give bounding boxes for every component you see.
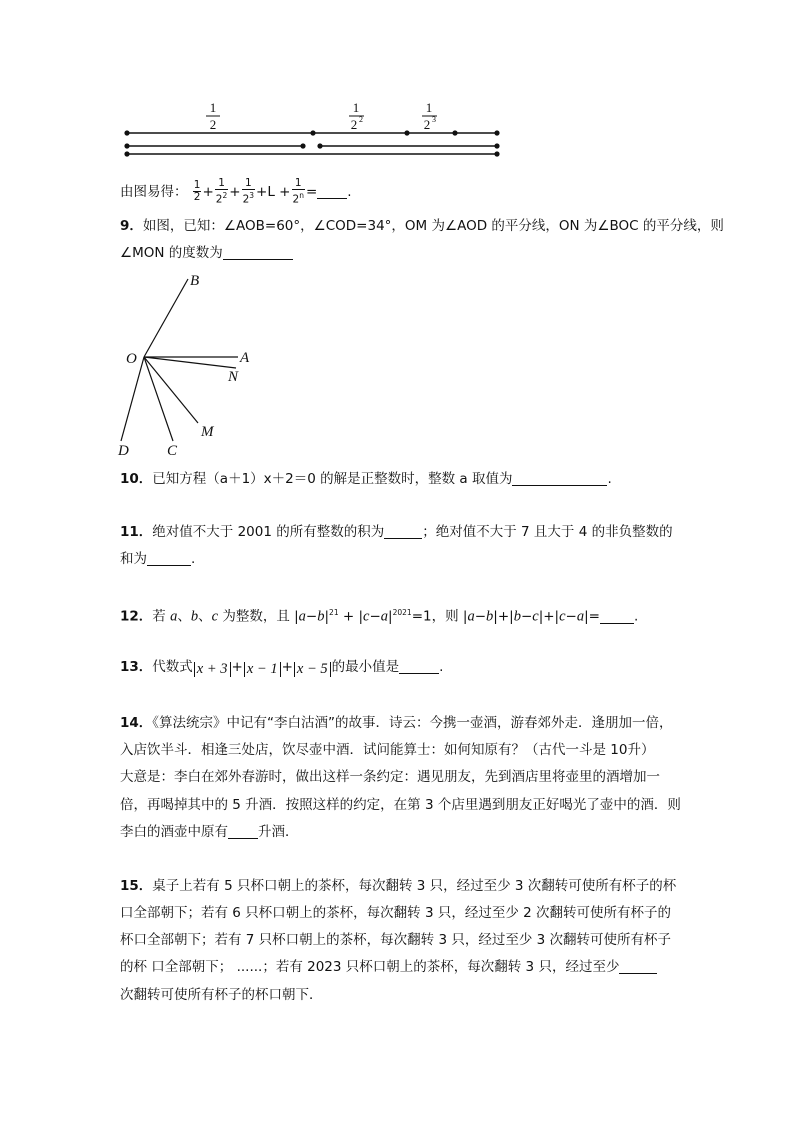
q14-line4: 倍，再喝掉其中的 5 升酒．按照这样的约定，在第 3 个店里遇到朋友正好喝光了壶中的酒．则 xyxy=(120,797,681,813)
point xyxy=(404,130,409,135)
label-D: D xyxy=(118,443,129,459)
q9-text: 如图，已知：∠AOB=60°，∠COD=34°，OM 为∠AOD 的平分线，ON 为∠BOC 的平分线，则 xyxy=(142,218,724,234)
ray-OD xyxy=(121,357,144,441)
label-M: M xyxy=(201,424,214,440)
label-half-num: 1 xyxy=(209,100,217,115)
label-eighth-exp: 3 xyxy=(432,115,436,124)
q13-line: 13．代数式 x + 3 + x − 1 + x − 5 的最小值是 . xyxy=(120,659,444,677)
point xyxy=(494,130,499,135)
ray-ON xyxy=(144,357,236,368)
point xyxy=(300,143,305,148)
point xyxy=(124,151,129,156)
label-B: B xyxy=(190,273,200,289)
answer-blank[interactable] xyxy=(228,824,258,839)
point xyxy=(124,130,129,135)
point xyxy=(317,143,322,148)
q14-line5: 李白的酒壶中原有 升酒． xyxy=(120,824,299,840)
q11-line2: 和为 . xyxy=(120,551,196,567)
q10-text: 已知方程（a＋1）x＋2＝0 的解是正整数时，整数 a 取值为 xyxy=(152,471,513,487)
ray-OB xyxy=(144,279,188,357)
label-quarter-den: 2 xyxy=(350,117,358,132)
q14-line1: 14．《算法统宗》中记有“李白沽酒”的故事．诗云：今携一壶酒，游春郊外走．逢朋加一倍， xyxy=(120,715,673,731)
answer-blank[interactable] xyxy=(384,524,422,539)
answer-blank[interactable] xyxy=(512,471,607,486)
q9-text: ∠MON 的度数为 xyxy=(120,245,223,261)
label-half-den: 2 xyxy=(209,117,217,132)
label-eighth-num: 1 xyxy=(425,100,433,115)
q15-line2: 口全部朝下；若有 6 只杯口朝上的茶杯，每次翻转 3 只，经过至少 2 次翻转可使所有杯子的 xyxy=(120,905,672,921)
q11-line1 xyxy=(120,522,720,542)
angle-figure xyxy=(0,265,794,465)
answer-blank[interactable] xyxy=(147,551,191,566)
q9-line2 xyxy=(120,243,720,263)
fraction: $\frac{1}{2^3}$ xyxy=(242,177,255,206)
q8-line: 由图易得： $\frac{1}{2}$ + $\frac{1}{2^2}$ + $\frac{1}{2^3}$ +L + $\frac{1}{2^n}$ = . xyxy=(120,177,352,206)
question-number: 11． xyxy=(120,524,153,540)
ellipsis: L xyxy=(267,183,275,200)
q8-prefix: 由图易得： xyxy=(120,183,188,200)
label-N: N xyxy=(228,369,239,385)
fraction: $\frac{1}{2^2}$ xyxy=(215,177,228,206)
q15-line4: 的杯 口全部朝下； ......；若有 2023 只杯口朝上的茶杯，每次翻转 3 只，经过至少 xyxy=(120,957,720,977)
q14-line3: 大意是：李白在郊外春游时，做出这样一条约定：遇见朋友，先到酒店里将壶里的酒增加一 xyxy=(120,769,660,785)
q11-text: ；绝对值不大于 7 且大于 4 的非负整数的 xyxy=(422,524,673,540)
point xyxy=(310,130,315,135)
answer-blank[interactable] xyxy=(600,609,634,624)
point xyxy=(452,130,457,135)
ray-OC xyxy=(144,357,173,441)
q11-text: 和为 xyxy=(120,551,147,567)
answer-blank[interactable] xyxy=(619,959,657,974)
fraction: $\frac{1}{2}$ xyxy=(193,179,201,204)
question-number: 10． xyxy=(120,471,153,487)
ray-OM xyxy=(144,357,198,423)
segment-figure xyxy=(0,0,794,170)
question-number: 15． xyxy=(120,878,153,894)
q12-line: 12．若 a、b、c 为整数，且 $|a-b|^{21} + |c-a|^{2021}=1$，则 |a−b|+|b−c|+|c−a|= . xyxy=(120,608,639,625)
label-eighth-den: 2 xyxy=(423,117,431,132)
answer-blank[interactable] xyxy=(223,245,293,260)
fraction: $\frac{1}{2^n}$ xyxy=(292,177,304,206)
point xyxy=(494,143,499,148)
point xyxy=(124,143,129,148)
q15-line5: 次翻转可使所有杯子的杯口朝下． xyxy=(120,987,323,1003)
question-number: 12． xyxy=(120,608,153,625)
abs-expression: x − 5 xyxy=(294,662,331,677)
q14-line2: 入店饮半斗．相逢三处店，饮尽壶中酒．试问能算士：如何知原有？（古代一斗是 10升） xyxy=(120,742,655,758)
q10-line: 10．已知方程（a＋1）x＋2＝0 的解是正整数时，整数 a 取值为 . xyxy=(120,471,612,487)
q11-text: 绝对值不大于 2001 的所有整数的积为 xyxy=(152,524,385,540)
label-quarter-num: 1 xyxy=(352,100,360,115)
label-A: A xyxy=(240,350,250,366)
label-O: O xyxy=(126,351,137,367)
question-number: 9． xyxy=(120,218,143,234)
point xyxy=(494,151,499,156)
abs-expression: x + 3 xyxy=(194,662,231,677)
question-number: 14． xyxy=(120,715,153,731)
answer-blank[interactable] xyxy=(399,659,439,674)
question-number: 13． xyxy=(120,659,153,675)
abs-expression: x − 1 xyxy=(244,662,281,677)
label-C: C xyxy=(167,443,178,459)
label-quarter-exp: 2 xyxy=(359,115,363,124)
q15-line1: 15．桌子上若有 5 只杯口朝上的茶杯，每次翻转 3 只，经过至少 3 次翻转可使所有杯子的杯 xyxy=(120,878,677,894)
q9-line1 xyxy=(120,216,724,236)
q15-line3: 杯口全部朝下；若有 7 只杯口朝上的茶杯，每次翻转 3 只，经过至少 3 次翻转可使所有杯子 xyxy=(120,932,672,948)
answer-blank[interactable] xyxy=(317,184,347,199)
